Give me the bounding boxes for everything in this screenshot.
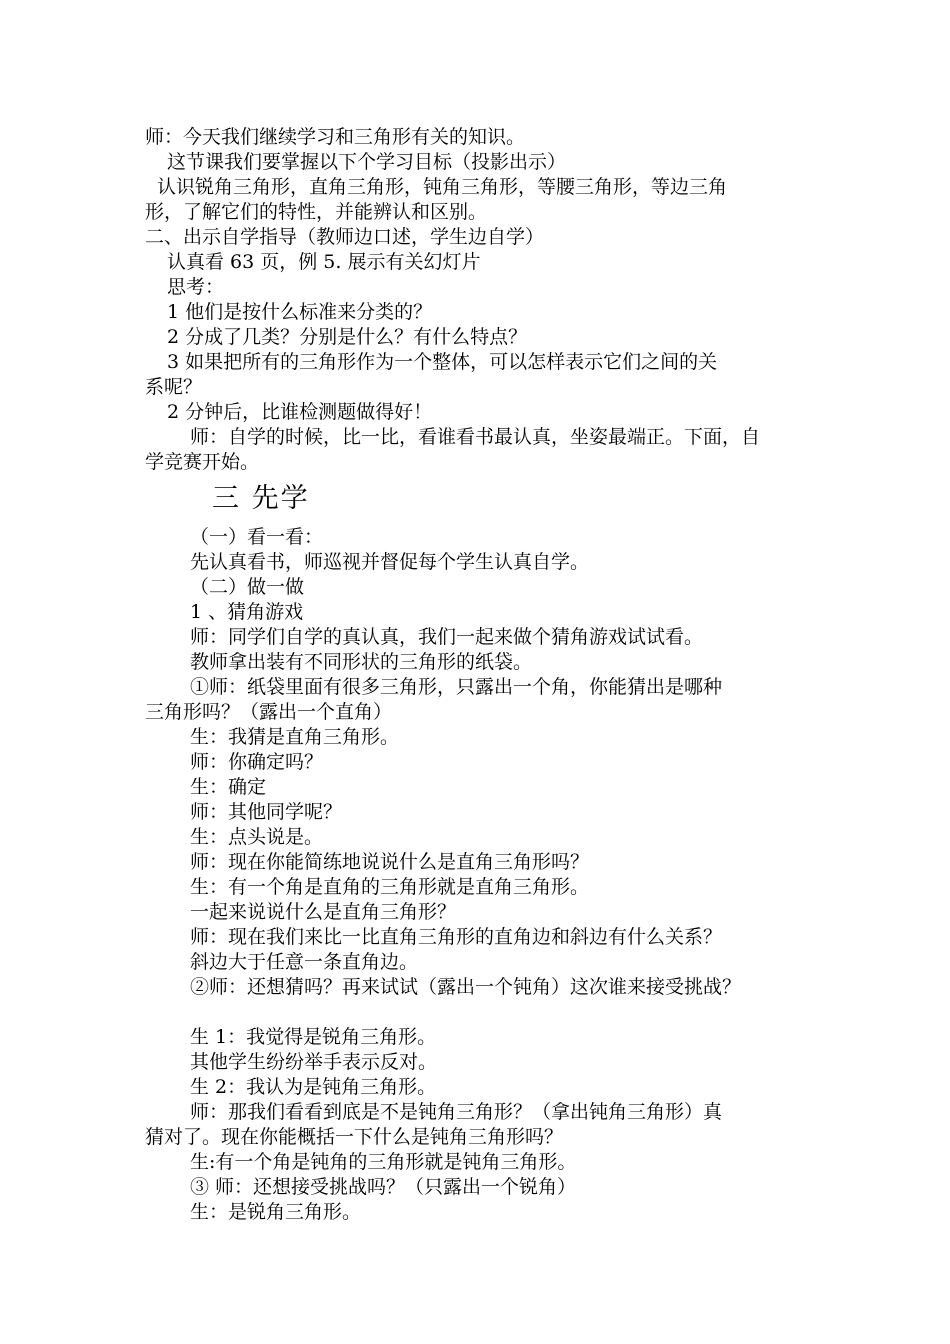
text-line: 一起来说说什么是直角三角形？ bbox=[190, 901, 457, 923]
text-line: ③ 师：还想接受挑战吗？（只露出一个锐角） bbox=[190, 1176, 577, 1198]
text-line: （一）看一看： bbox=[190, 526, 324, 548]
text-line: 师：同学们自学的真认真，我们一起来做个猜角游戏试试看。 bbox=[190, 626, 704, 648]
text-line: 学竞赛开始。 bbox=[145, 451, 260, 473]
text-line: 其他学生纷纷举手表示反对。 bbox=[190, 1051, 438, 1073]
text-line: 斜边大于任意一条直角边。 bbox=[190, 951, 419, 973]
text-line: ①师：纸袋里面有很多三角形，只露出一个角，你能猜出是哪种 bbox=[190, 676, 723, 698]
text-line: 师：现在你能简练地说说什么是直角三角形吗？ bbox=[190, 851, 590, 873]
text-line: 师：自学的时候，比一比，看谁看书最认真，坐姿最端正。下面，自 bbox=[190, 426, 761, 448]
text-line: 师：今天我们继续学习和三角形有关的知识。 bbox=[145, 126, 526, 148]
text-line: 师：现在我们来比一比直角三角形的直角边和斜边有什么关系？ bbox=[190, 926, 723, 948]
text-line: 教师拿出装有不同形状的三角形的纸袋。 bbox=[190, 651, 533, 673]
text-line: 师：那我们看看到底是不是钝角三角形？（拿出钝角三角形）真 bbox=[190, 1101, 723, 1123]
text-line: 2 分钟后，比谁检测题做得好！ bbox=[167, 401, 433, 423]
text-line: 形，了解它们的特性，并能辨认和区别。 bbox=[145, 201, 488, 223]
text-line: 系呢？ bbox=[145, 376, 203, 398]
text-line: 思考： bbox=[167, 276, 225, 298]
text-line: ②师：还想猜吗？再来试试（露出一个钝角）这次谁来接受挑战？ bbox=[190, 976, 742, 998]
text-line: 1 他们是按什么标准来分类的？ bbox=[167, 301, 433, 323]
text-line: 生：确定 bbox=[190, 776, 267, 798]
text-line: 生：有一个角是直角的三角形就是直角三角形。 bbox=[190, 876, 590, 898]
text-line: 认识锐角三角形，直角三角形，钝角三角形，等腰三角形，等边三角 bbox=[157, 176, 728, 198]
text-line: 师：你确定吗？ bbox=[190, 751, 324, 773]
section-heading: 三 先学 bbox=[212, 483, 310, 514]
text-line: 3 如果把所有的三角形作为一个整体，可以怎样表示它们之间的关 bbox=[167, 351, 718, 373]
text-line: 2 分成了几类？分别是什么？有什么特点？ bbox=[167, 326, 528, 348]
text-line: 师：其他同学呢？ bbox=[190, 801, 343, 823]
text-line: 生 1：我觉得是锐角三角形。 bbox=[190, 1026, 437, 1048]
text-line: 认真看 63 页，例 5. 展示有关幻灯片 bbox=[167, 251, 481, 273]
text-line: 这节课我们要掌握以下个学习目标（投影出示） bbox=[167, 151, 567, 173]
text-line: 生：是锐角三角形。 bbox=[190, 1201, 362, 1223]
text-line: 生：我猜是直角三角形。 bbox=[190, 726, 400, 748]
section-heading: 二、出示自学指导（教师边口述，学生边自学） bbox=[145, 226, 545, 248]
text-line: 猜对了。现在你能概括一下什么是钝角三角形吗？ bbox=[145, 1126, 564, 1148]
text-line: 生 2：我认为是钝角三角形。 bbox=[190, 1076, 437, 1098]
text-line: 生：点头说是。 bbox=[190, 826, 324, 848]
text-line: （二）做一做 bbox=[190, 576, 305, 598]
text-line: 先认真看书，师巡视并督促每个学生认真自学。 bbox=[190, 551, 590, 573]
text-line: 三角形吗？（露出一个直角） bbox=[145, 701, 393, 723]
text-line: 1 、猜角游戏 bbox=[190, 601, 304, 623]
text-line: 生:有一个角是钝角的三角形就是钝角三角形。 bbox=[190, 1151, 577, 1173]
